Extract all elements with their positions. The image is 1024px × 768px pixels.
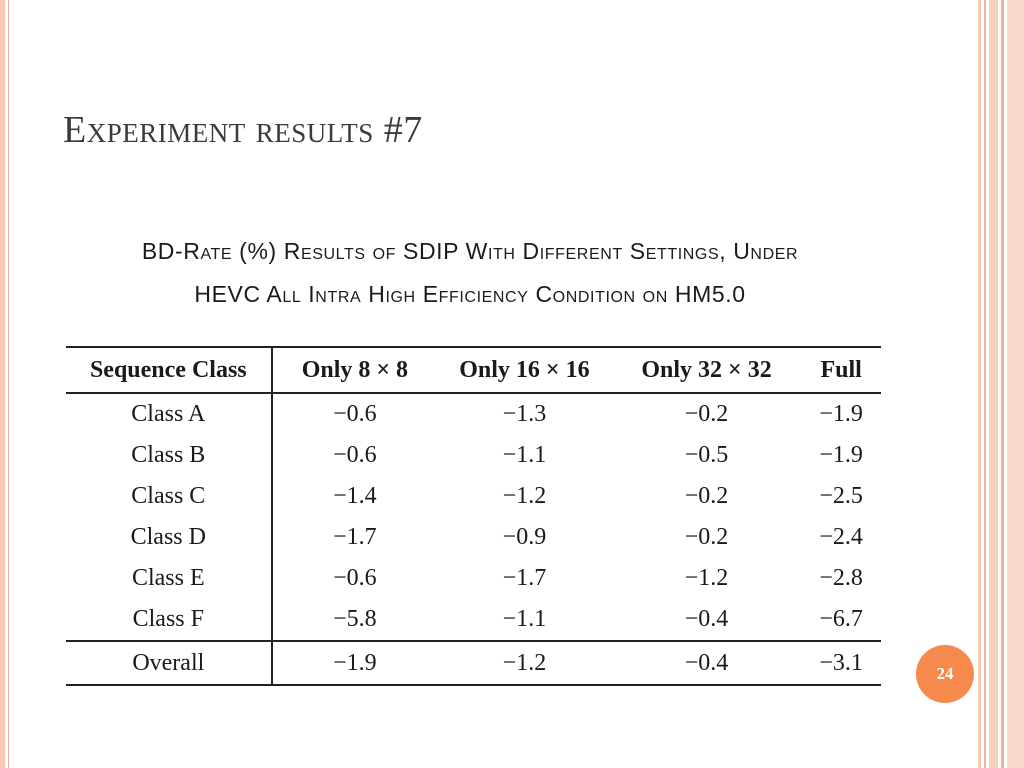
overall-label: Overall [66, 641, 272, 685]
page-number-badge: 24 [916, 645, 974, 703]
cell-value: −0.6 [333, 442, 377, 468]
table-row [66, 558, 881, 599]
cell-value: −1.1 [437, 599, 612, 641]
slide-frame-right [978, 0, 1024, 768]
cell-value: −0.9 [502, 524, 547, 550]
cell-value: −0.2 [684, 483, 729, 509]
cell-value: −0.6 [333, 401, 377, 427]
cell-value: −0.4 [612, 599, 802, 641]
slide-title: Experiment results #7 [63, 109, 423, 151]
overall-value: −0.4 [612, 641, 802, 685]
cell-value: −6.7 [801, 599, 881, 641]
overall-value: −1.2 [437, 641, 612, 685]
slide-frame-left [0, 0, 5, 768]
cell-value: −1.7 [333, 524, 377, 550]
row-label: Class C [66, 476, 272, 517]
cell-value: −1.2 [502, 483, 547, 509]
cell-value: −1.9 [819, 401, 863, 427]
table-row [66, 476, 881, 517]
row-label: Class F [66, 599, 272, 641]
table-row [66, 393, 881, 435]
cell-value: −2.8 [819, 565, 863, 591]
table-row [66, 517, 881, 558]
cell-value: −0.2 [684, 401, 729, 427]
table-overall-row [66, 641, 881, 685]
table-row [66, 599, 881, 641]
header-only-8x8: Only 8 × 8 [272, 347, 438, 393]
cell-value: −0.2 [684, 524, 729, 550]
row-label: Class E [66, 558, 272, 599]
table-caption-line-2: HEVC All Intra High Efficiency Condition on HM5.0 [194, 281, 746, 307]
cell-value: −1.1 [502, 442, 547, 468]
overall-value: −3.1 [801, 641, 881, 685]
table-row [66, 435, 881, 476]
cell-value: −0.6 [333, 565, 377, 591]
cell-value: −1.4 [333, 483, 377, 509]
cell-value: −2.4 [819, 524, 863, 550]
cell-value: −1.9 [819, 442, 863, 468]
table-header-row [66, 347, 881, 393]
results-table [66, 346, 881, 686]
cell-value: −5.8 [272, 599, 438, 641]
header-sequence-class: Sequence Class [66, 347, 272, 393]
table-caption-line-1: BD-Rate (%) Results of SDIP With Different Settings, Under [141, 238, 799, 264]
header-only-32x32: Only 32 × 32 [612, 347, 802, 393]
row-label: Class B [66, 435, 272, 476]
cell-value: −0.5 [684, 442, 729, 468]
header-only-16x16: Only 16 × 16 [437, 347, 612, 393]
cell-value: −1.2 [684, 565, 729, 591]
row-label: Class A [66, 393, 272, 435]
slide-frame-left-line [8, 0, 9, 768]
cell-value: −2.5 [819, 483, 863, 509]
overall-value: −1.9 [272, 641, 438, 685]
header-full: Full [801, 347, 881, 393]
row-label: Class D [66, 517, 272, 558]
cell-value: −1.3 [502, 401, 547, 427]
cell-value: −1.7 [502, 565, 547, 591]
